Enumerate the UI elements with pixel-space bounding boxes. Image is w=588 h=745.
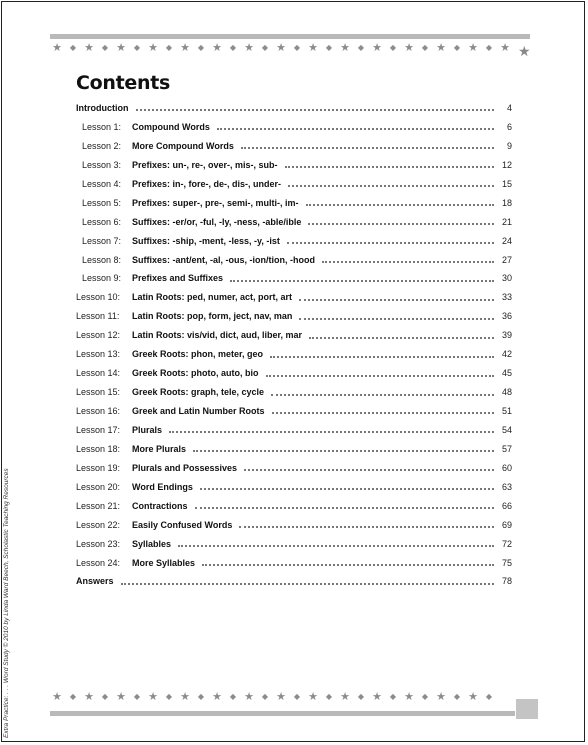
lesson-number: Lesson 12: [76,330,121,341]
dot-leader [121,582,494,585]
diamond-icon: ◆ [261,43,269,52]
page-number: 21 [501,216,512,227]
star-icon: ★ [212,41,222,54]
lesson-number: Lesson 24: [76,557,121,568]
toc-row [76,383,512,402]
page-number: 24 [501,235,512,246]
toc-row [76,118,512,137]
star-icon: ★ [500,41,510,54]
page-number: 78 [501,576,512,587]
page-number: 9 [506,140,512,151]
star-icon: ★ [52,690,62,703]
star-icon: ★ [468,41,478,54]
star-icon: ★ [148,690,158,703]
bottom-ornament-row [50,690,496,704]
diamond-icon: ◆ [421,43,429,52]
toc-row [76,440,512,459]
diamond-icon: ◆ [485,692,493,701]
toc-row [76,232,512,251]
lesson-title: Latin Roots: vis/vid, dict, aud, liber, mar [132,330,303,341]
lesson-title: Word Endings [132,481,193,492]
lesson-number: Lesson 19: [76,462,121,473]
lesson-title: More Compound Words [132,140,234,151]
diamond-icon: ◆ [133,692,141,701]
lesson-title: Latin Roots: ped, numer, act, port, art [132,292,293,303]
dot-leader [178,544,494,547]
dot-leader [200,487,494,490]
dot-leader [308,222,494,225]
star-icon: ★ [116,41,126,54]
dot-leader [299,298,494,301]
lesson-title: Greek and Latin Number Roots [132,406,265,416]
star-icon: ★ [468,690,478,703]
lesson-title: Syllables [132,538,172,549]
diamond-icon: ◆ [133,43,141,52]
lesson-number: Lesson 14: [76,368,121,379]
lesson-number: Lesson 7: [82,235,122,246]
diamond-icon: ◆ [165,692,173,701]
lesson-title: Prefixes: super-, pre-, semi-, multi-, im- [132,197,299,208]
star-icon: ★ [436,690,446,703]
lesson-title: Latin Roots: pop, form, ject, nav, man [132,311,293,322]
page-number: 39 [501,330,512,341]
toc-row [76,478,512,497]
page-number: 36 [501,311,512,322]
diamond-icon: ◆ [197,43,205,52]
dot-leader [271,393,494,396]
page-number: 51 [501,406,512,416]
toc-row [76,572,512,591]
star-icon: ★ [340,690,350,703]
lesson-title: Greek Roots: photo, auto, bio [132,368,259,379]
toc-row [76,535,512,554]
page-number: 57 [501,443,512,454]
page-number: 27 [501,254,512,265]
lesson-number: Lesson 9: [82,273,122,284]
diamond-icon: ◆ [101,692,109,701]
toc-row [76,345,512,364]
lesson-number: Lesson 15: [76,387,121,398]
lesson-title: Prefixes: un-, re-, over-, mis-, sub- [132,159,278,170]
dot-leader [193,449,494,452]
star-icon: ★ [116,690,126,703]
lesson-title: Prefixes and Suffixes [132,273,224,284]
diamond-icon: ◆ [357,43,365,52]
lesson-number: Lesson 23: [76,538,121,549]
dot-leader [306,203,494,206]
lesson-number: Lesson 8: [82,254,122,265]
dot-leader [322,260,494,263]
star-icon: ★ [308,41,318,54]
star-icon: ★ [52,41,62,54]
page-number: 66 [501,500,512,511]
star-icon: ★ [180,41,190,54]
diamond-icon: ◆ [453,43,461,52]
lesson-title: Plurals and Possessives [132,462,238,473]
lesson-title: Suffixes: -ant/ent, -al, -ous, -ion/tion, -hood [132,254,315,265]
page-number: 18 [501,197,512,208]
diamond-icon: ◆ [101,43,109,52]
toc-row [76,156,512,175]
lesson-number: Lesson 6: [82,216,122,227]
star-icon: ★ [180,690,190,703]
lesson-number: Lesson 2: [82,140,122,151]
diamond-icon: ◆ [325,43,333,52]
diamond-icon: ◆ [293,692,301,701]
lesson-title: Greek Roots: phon, meter, geo [132,349,264,360]
star-icon: ★ [404,41,414,54]
lesson-title: Easily Confused Words [132,519,233,530]
page-number: 4 [506,103,512,113]
lesson-title: Answers [76,576,114,587]
toc-row [76,251,512,270]
toc-row [76,269,512,288]
bottom-rule [50,711,515,716]
diamond-icon: ◆ [69,692,77,701]
lesson-title: More Syllables [132,557,196,568]
page-number: 15 [501,178,512,189]
dot-leader [309,336,494,339]
table-of-contents [76,99,512,591]
lesson-title: Suffixes: -ship, -ment, -less, -y, -ist [132,235,280,246]
lesson-number: Lesson 18: [76,443,121,454]
dot-leader [270,355,494,358]
star-icon: ★ [404,690,414,703]
lesson-number: Lesson 21: [76,500,121,511]
lesson-number: Lesson 22: [76,519,121,530]
page-number: 30 [501,273,512,284]
toc-row [76,194,512,213]
lesson-number: Lesson 13: [76,349,121,360]
star-icon: ★ [372,690,382,703]
diamond-icon: ◆ [357,692,365,701]
top-ornament-row [50,41,512,55]
dot-leader [299,317,494,320]
page-number: 72 [501,538,512,549]
page-number: 42 [501,349,512,360]
page-title: Contents [76,72,171,94]
page-number: 33 [501,292,512,303]
dot-leader [217,127,494,130]
lesson-title: Compound Words [132,121,210,132]
dot-leader [272,411,494,414]
dot-leader [287,241,494,244]
star-icon: ★ [148,41,158,54]
toc-row [76,99,512,118]
toc-row [76,326,512,345]
star-icon: ★ [340,41,350,54]
page-number: 6 [506,121,512,132]
dot-leader [195,506,494,509]
toc-row [76,402,512,421]
diamond-icon: ◆ [261,692,269,701]
lesson-number: Lesson 5: [82,197,122,208]
star-icon: ★ [308,690,318,703]
toc-row [76,459,512,478]
diamond-icon: ◆ [421,692,429,701]
lesson-title: Suffixes: -er/or, -ful, -ly, -ness, -able/ible [132,216,302,227]
page-number: 48 [501,387,512,398]
dot-leader [136,108,495,111]
toc-row [76,421,512,440]
diamond-icon: ◆ [293,43,301,52]
toc-row [76,497,512,516]
lesson-number: Lesson 10: [76,292,121,303]
diamond-icon: ◆ [325,692,333,701]
page-number: 54 [501,424,512,435]
diamond-icon: ◆ [485,43,493,52]
lesson-number: Lesson 11: [76,311,120,322]
corner-square [516,699,538,719]
toc-row [76,554,512,573]
toc-row [76,213,512,232]
lesson-number: Lesson 1: [82,121,122,132]
corner-star-icon: ★ [518,44,531,60]
star-icon: ★ [276,41,286,54]
lesson-number: Lesson 17: [76,424,121,435]
lesson-title: More Plurals [132,443,187,454]
dot-leader [230,279,494,282]
toc-row [76,137,512,156]
dot-leader [285,165,494,168]
star-icon: ★ [276,690,286,703]
dot-leader [266,374,495,377]
toc-row [76,364,512,383]
lesson-title: Plurals [132,424,163,435]
dot-leader [169,430,494,433]
page-number: 12 [501,159,512,170]
page-number: 69 [501,519,512,530]
diamond-icon: ◆ [389,692,397,701]
toc-row [76,307,512,326]
dot-leader [239,525,494,528]
top-rule [50,34,530,39]
diamond-icon: ◆ [229,692,237,701]
lesson-title: Prefixes: in-, fore-, de-, dis-, under- [132,178,282,189]
page-number: 60 [501,462,512,473]
diamond-icon: ◆ [389,43,397,52]
star-icon: ★ [84,690,94,703]
lesson-title: Greek Roots: graph, tele, cycle [132,387,265,398]
page-number: 45 [501,368,512,379]
toc-row [76,516,512,535]
star-icon: ★ [372,41,382,54]
diamond-icon: ◆ [69,43,77,52]
diamond-icon: ◆ [229,43,237,52]
lesson-number: Lesson 3: [82,159,122,170]
lesson-number: Lesson 4: [82,178,122,189]
diamond-icon: ◆ [165,43,173,52]
toc-row [76,288,512,307]
page-number: 63 [501,481,512,492]
diamond-icon: ◆ [197,692,205,701]
star-icon: ★ [244,690,254,703]
toc-row [76,175,512,194]
diamond-icon: ◆ [453,692,461,701]
dot-leader [241,146,494,149]
dot-leader [244,468,494,471]
star-icon: ★ [212,690,222,703]
lesson-number: Lesson 16: [76,406,121,416]
lesson-title: Introduction [76,103,129,113]
star-icon: ★ [244,41,254,54]
star-icon: ★ [436,41,446,54]
dot-leader [288,184,494,187]
page-number: 75 [501,557,512,568]
star-icon: ★ [84,41,94,54]
lesson-number: Lesson 20: [76,481,121,492]
dot-leader [202,563,494,566]
lesson-title: Contractions [132,500,188,511]
side-credit: Extra Practice: . . . Word Study © 2010 by Linda Ward Beech, Scholastic Teaching Resources [3,468,10,738]
